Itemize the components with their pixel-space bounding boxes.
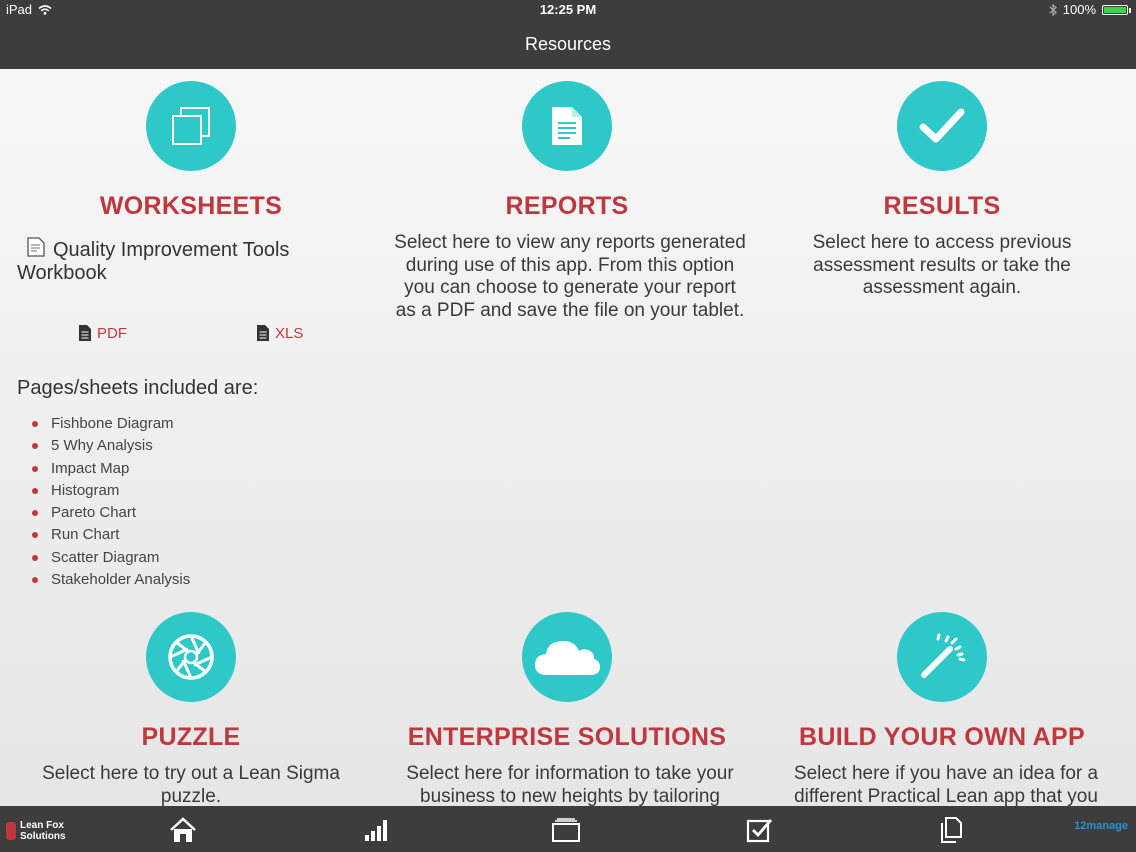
enterprise-button[interactable]: [522, 612, 612, 702]
enterprise-heading[interactable]: ENTERPRISE SOLUTIONS: [407, 723, 727, 751]
enterprise-description: Select here for information to take your business to new heights by tailoring: [406, 763, 734, 806]
tab-results[interactable]: [745, 816, 775, 844]
status-right: [1049, 2, 1128, 17]
resources-content: [0, 69, 1136, 806]
nav-bar: [0, 20, 1136, 69]
sheets-list: [30, 413, 190, 591]
tab-home[interactable]: [168, 816, 198, 844]
list-item: Histogram: [30, 480, 190, 502]
build-app-heading[interactable]: BUILD YOUR OWN APP: [799, 723, 1085, 751]
list-item: Fishbone Diagram: [30, 413, 190, 435]
status-time: 12:25 PM: [539, 2, 597, 17]
worksheets-icon: [168, 103, 214, 149]
documents-icon: [939, 817, 963, 843]
list-item: Impact Map: [30, 458, 190, 480]
battery-icon: [1102, 5, 1128, 15]
document-icon: [27, 237, 45, 257]
file-icon: [78, 324, 92, 342]
file-icon: [256, 324, 270, 342]
results-description: Select here to access previous assessment results or take the assessment again.: [812, 232, 1072, 298]
tab-worksheets[interactable]: [551, 816, 581, 844]
reports-button[interactable]: [522, 81, 612, 171]
list-item: Pareto Chart: [30, 502, 190, 524]
checkbox-icon: [746, 817, 774, 843]
chart-bars-icon: [363, 819, 389, 841]
puzzle-heading[interactable]: PUZZLE: [141, 723, 241, 751]
worksheets-heading[interactable]: WORKSHEETS: [99, 192, 283, 220]
12manage-logo: 12manage: [1074, 820, 1128, 832]
tab-statistics[interactable]: [361, 816, 391, 844]
status-bar: [0, 0, 1136, 20]
bluetooth-icon: [1049, 4, 1057, 16]
results-heading[interactable]: RESULTS: [883, 192, 1001, 220]
list-item: Scatter Diagram: [30, 547, 190, 569]
battery-percent: 100%: [1062, 2, 1096, 17]
xls-download-link[interactable]: XLS: [256, 324, 303, 342]
pdf-download-link[interactable]: PDF: [78, 324, 127, 342]
puzzle-description: Select here to try out a Lean Sigma puzzle.: [42, 763, 340, 806]
results-button[interactable]: [897, 81, 987, 171]
reports-heading[interactable]: REPORTS: [505, 192, 629, 220]
included-sheets-label: Pages/sheets included are:: [17, 377, 259, 399]
lean-fox-logo: Lean Fox Solutions: [6, 820, 66, 842]
reports-description: Select here to view any reports generated during use of this app. From this option you can choose to generate your report as a PDF and save the file on your tablet.: [394, 232, 746, 321]
worksheets-icon: [551, 818, 581, 842]
report-document-icon: [550, 106, 584, 146]
workbook-title[interactable]: Quality Improvement Tools Workbook: [17, 239, 290, 284]
worksheets-button[interactable]: [146, 81, 236, 171]
build-app-button[interactable]: [897, 612, 987, 702]
magic-wand-icon: [918, 633, 966, 681]
list-item: 5 Why Analysis: [30, 435, 190, 457]
build-app-description: Select here if you have an idea for a different Practical Lean app that you: [793, 763, 1099, 806]
aperture-icon: [166, 632, 216, 682]
list-item: Stakeholder Analysis: [30, 569, 190, 591]
list-item: Run Chart: [30, 524, 190, 546]
cloud-icon: [533, 637, 601, 677]
checkmark-icon: [919, 106, 965, 146]
puzzle-button[interactable]: [146, 612, 236, 702]
tab-reports[interactable]: [936, 816, 966, 844]
home-icon: [169, 817, 197, 843]
device-name: iPad: [6, 2, 33, 17]
page-title: Resources: [524, 34, 612, 54]
tab-bar: [0, 806, 1136, 852]
